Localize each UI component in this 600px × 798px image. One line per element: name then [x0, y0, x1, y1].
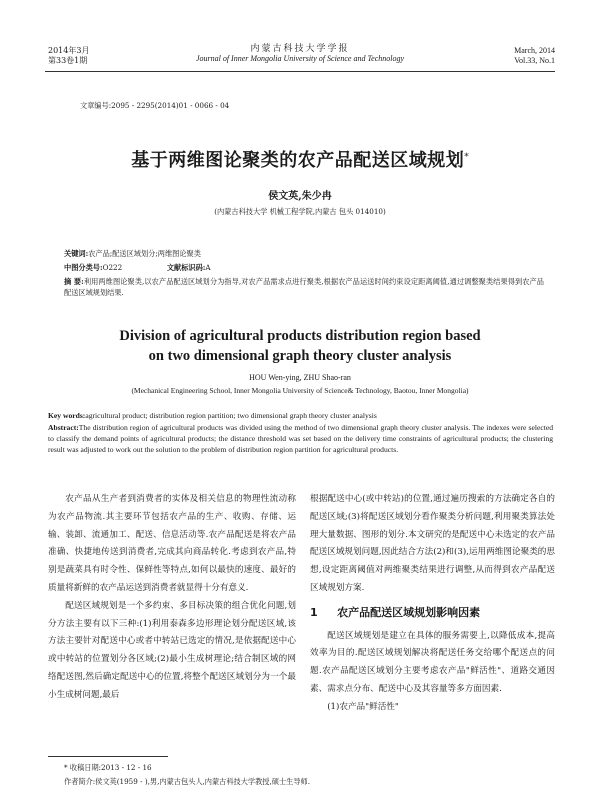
footnote-author: 作者简介:侯文英(1959 - ),男,内蒙古包头人,内蒙古科技大学教授,硕士生导师.: [64, 777, 310, 786]
body-paragraph: 农产品从生产者到消费者的实体及相关信息的物理性流动称为农产品物流.其主要环节包括农产品的生产、收购、存储、运输、装卸、流通加工、配送、信息活动等.农产品配送是将农产品准确、快捷地传送到消费者,完成其向商品转化.考虑到农产品,特别是蔬菜具有时令性、保鲜性等特点,如何以最快的速度、最好的质量将新鲜的农产品运送到消费者就显得十分有意义.: [48, 494, 296, 593]
authors-en: HOU Wen-ying, ZHU Shao-ran: [249, 373, 351, 382]
title-en: [40, 326, 560, 366]
issue-volume-en: Vol.33, No.1: [514, 56, 555, 65]
body-right-column: [310, 491, 555, 717]
authors-cn: 侯文英,朱少冉: [268, 191, 332, 202]
body-paragraph: 根据配送中心(或中转站)的位置,通过遍历搜索的方法确定各自的配送区域;(3)将配送区域划分看作聚类分析问题,利用聚类算法处理大量数据、图形的划分.本文研究的是配送中心未选定的农产品配送区域规划问题,因此结合方法(2)和(3),运用两维图论聚类的思想,设定距离阈值对两维聚类结果进行调整,从而得到农产品配送区域规划方案.: [310, 494, 555, 593]
section-number: 1: [310, 605, 318, 619]
affiliation-cn: (内蒙古科技大学 机械工程学院,内蒙古 包头 014010): [214, 207, 386, 216]
subsection-title: (1)农产品"鲜活性": [327, 701, 399, 712]
issue-date: 2014年3月: [48, 46, 90, 55]
article-id: 文章编号:2095 - 2295(2014)01 - 0066 - 04: [80, 101, 230, 110]
title-footnote-mark: *: [464, 152, 469, 163]
classification-value: O222: [102, 263, 123, 272]
section-heading: [310, 604, 555, 624]
affiliation-en: (Mechanical Engineering School, Inner Mongolia University of Science& Technology, Baotou, Inner Mongolia): [131, 386, 469, 395]
title-cn: 基于两维图论聚类的农产品配送区域规划: [131, 150, 465, 171]
keywords-en: agricultural product; distribution region partition; two dimensional graph theory cluster analysis: [85, 411, 377, 420]
journal-name-en: Journal of Inner Mongolia University of Science and Technology: [195, 54, 405, 63]
keywords-cn-label: 关键词:: [64, 249, 89, 258]
abstract-en: The distribution region of agricultural products was divided using the method of two dimensional graph theory cluster analysis. The indexes were selected to classify the demand points of agricultural products; the distance threshold was set based on the delivery time constraints of agricultural products; the clustering result was adjusted to work out the solution to the problem of distribution region partition for agricultural products.: [48, 423, 553, 454]
abstract-en-label: Abstract:: [48, 423, 79, 432]
title-en-line1: Division of agricultural products distribution region based: [119, 328, 481, 344]
title-en-line2: on two dimensional graph theory cluster analysis: [148, 348, 452, 364]
abstract-en-block: [48, 422, 553, 455]
issue-volume: 第33卷1期: [48, 56, 88, 65]
section-title: 农产品配送区域规划影响因素: [337, 605, 481, 619]
abstract-cn-block: [64, 276, 544, 298]
body-left-column: [48, 491, 296, 705]
abstract-cn: 利用两维图论聚类,以农产品配送区域划分为指导,对农产品需求点进行聚类,根据农产品运送时间约束设定距离阈值,通过调整聚类结果得到农产品配送区域规划结果.: [64, 277, 544, 297]
footnote-rule: [48, 756, 168, 757]
title-cn-block: [0, 146, 600, 172]
doc-code-value: A: [205, 263, 211, 272]
classification-label: 中图分类号:: [64, 263, 103, 272]
keywords-cn-block: [64, 248, 544, 259]
keywords-cn: 农产品;配送区域划分;两维图论聚类: [88, 249, 201, 258]
footnote-received: * 收稿日期:2013 - 12 - 16: [64, 763, 152, 772]
keywords-en-block: [48, 410, 553, 421]
header-rule: [45, 71, 555, 72]
body-paragraph: 配送区域规划是一个多约束、多目标决策的组合优化问题,划分方法主要有以下三种:(1)利用泰森多边形理论划分配送区域,该方法主要针对配送中心或者中转站已选定的情况,是依据配送中心或中转站的位置划分各区域;(2)最小生成树理论;结合制区域的网络配送图,然后确定配送中心的位置,将整个配送区域划分为一个最小生成树问题,最后: [48, 600, 296, 700]
keywords-en-label: Key words:: [48, 411, 86, 420]
doc-code-label: 文献标识码:: [166, 263, 206, 272]
issue-date-en: March, 2014: [514, 46, 555, 55]
journal-name-cn: 内蒙古科技大学学报: [250, 44, 350, 54]
abstract-cn-label: 摘 要:: [64, 277, 84, 286]
classification-block: [64, 262, 544, 273]
body-paragraph: 配送区域规划是建立在具体的服务需要上,以降低成本,提高效率为目的.配送区域规划解决将配送任务交给哪个配送点的问题.农产品配送区域划分主要考虑农产品"鲜活性"、道路交通因素、需求点分布、配送中心及其容量等多方面因素.: [310, 630, 555, 694]
